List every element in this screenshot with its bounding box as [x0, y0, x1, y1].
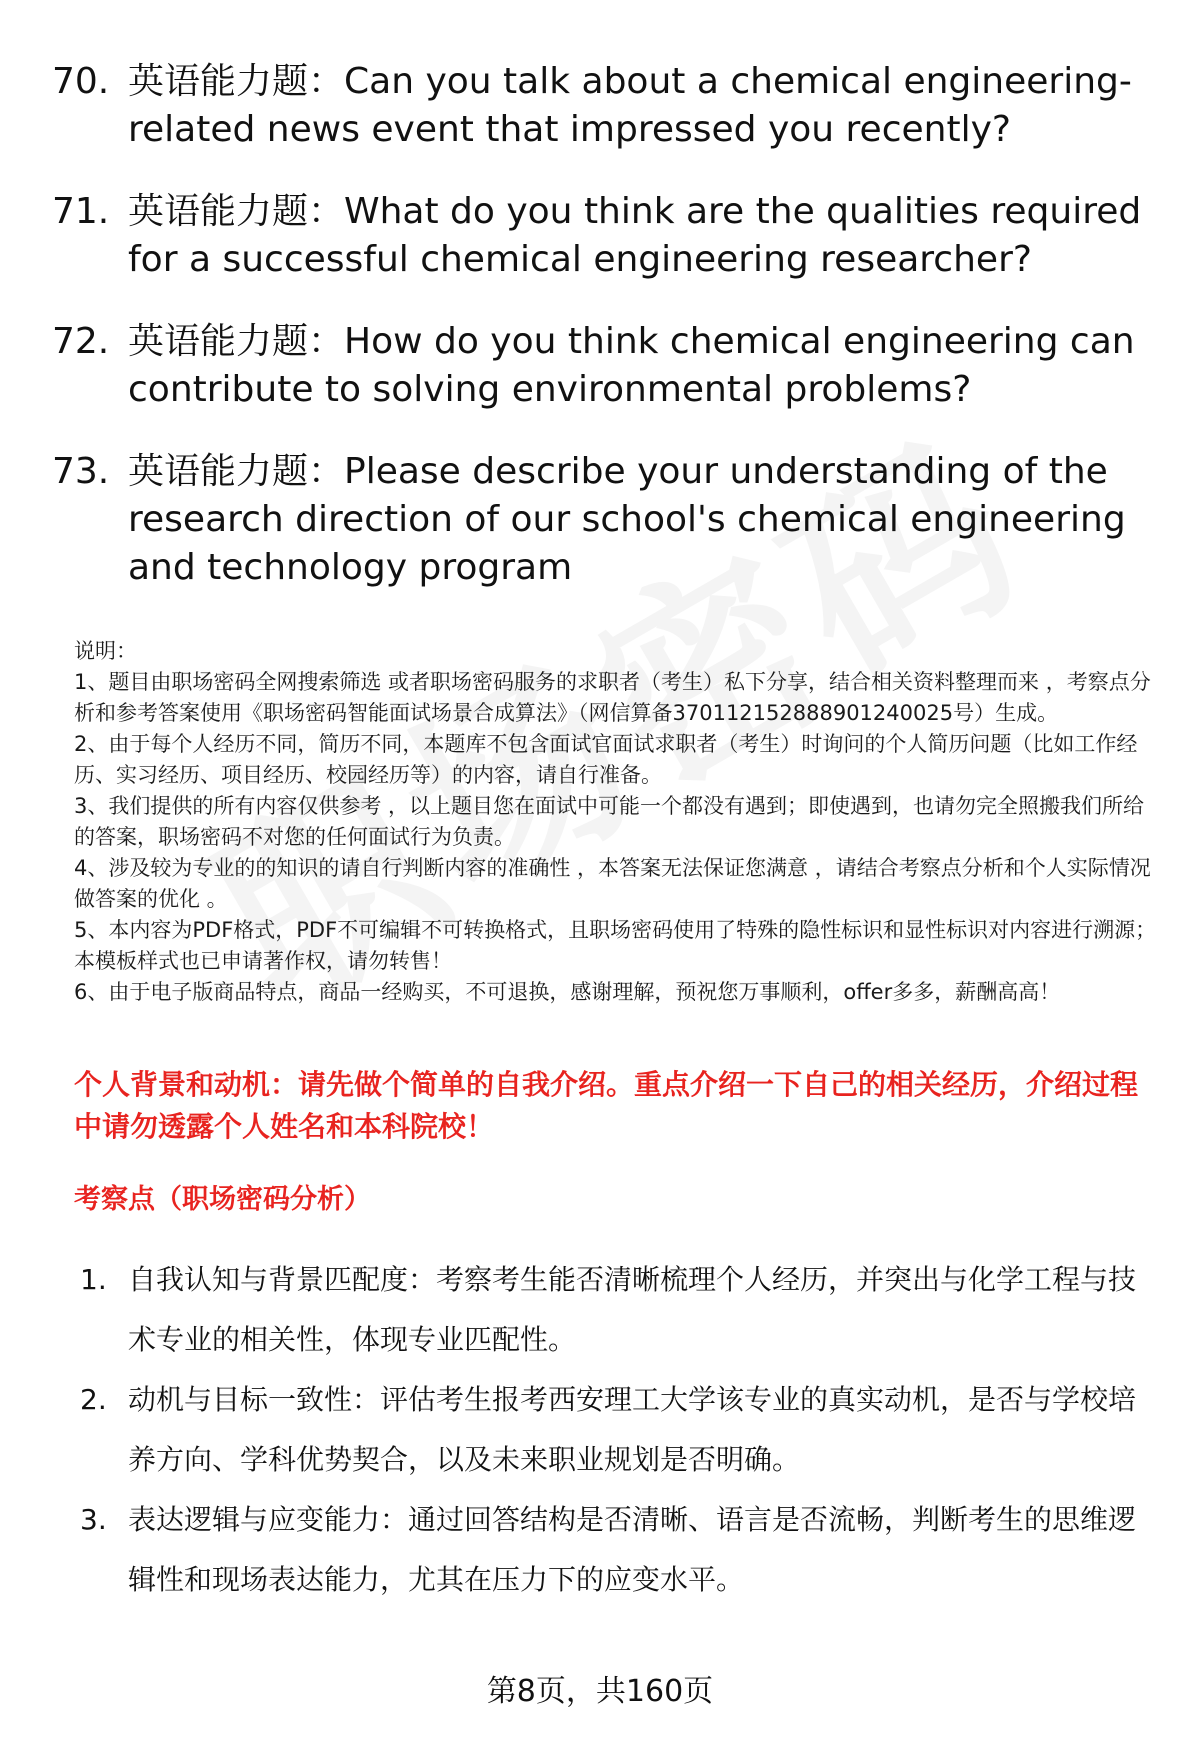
note-item: 5、本内容为PDF格式，PDF不可编辑不可转换格式，且职场密码使用了特殊的隐性标识和显性标识对内容进行溯源；本模板样式也已申请著作权，请勿转售！: [74, 918, 1157, 973]
assessment-points: [80, 1250, 1150, 1610]
question-number: 72.: [52, 321, 110, 362]
point-item: [80, 1370, 1150, 1490]
point-number: 2.: [80, 1383, 107, 1416]
question-number: 70.: [52, 61, 110, 102]
point-item: [80, 1490, 1150, 1610]
question-number: 73.: [52, 451, 110, 492]
question-item: [52, 58, 1172, 154]
point-number: 3.: [80, 1503, 107, 1536]
notes-title: 说明：: [74, 639, 137, 663]
question-heading: 个人背景和动机：请先做个简单的自我介绍。重点介绍一下自己的相关经历，介绍过程中请勿透露个人姓名和本科院校！: [74, 1068, 1139, 1143]
point-text: 动机与目标一致性：评估考生报考西安理工大学该专业的真实动机，是否与学校培养方向、学科优势契合，以及未来职业规划是否明确。: [128, 1383, 1137, 1476]
note-item: 4、涉及较为专业的的知识的请自行判断内容的准确性 ，本答案无法保证您满意 ，请结合考察点分析和个人实际情况做答案的优化 。: [74, 856, 1151, 911]
section-title: 考察点（职场密码分析）: [74, 1184, 371, 1215]
note-item: 6、由于电子版商品特点，商品一经购买，不可退换，感谢理解，预祝您万事顺利，offer多多，薪酬高高！: [74, 980, 1061, 1004]
question-text: 英语能力题：Please describe your understanding of the research direction of our school's chemical engineering and technology program: [128, 451, 1126, 588]
point-item: [80, 1250, 1150, 1370]
question-text: 英语能力题：What do you think are the qualities required for a successful chemical engineering researcher?: [128, 191, 1142, 280]
page-footer: 第8页，共160页: [486, 1674, 714, 1709]
note-item: 3、我们提供的所有内容仅供参考 ，以上题目您在面试中可能一个都没有遇到；即使遇到，也请勿完全照搬我们所给的答案，职场密码不对您的任何面试行为负责。: [74, 794, 1145, 849]
question-number: 71.: [52, 191, 110, 232]
question-text: 英语能力题：Can you talk about a chemical engineering-related news event that impressed you recently?: [128, 61, 1132, 150]
question-item: [52, 448, 1172, 592]
notes-section: [74, 636, 1159, 1008]
point-text: 自我认知与背景匹配度：考察考生能否清晰梳理个人经历，并突出与化学工程与技术专业的相关性，体现专业匹配性。: [128, 1263, 1137, 1356]
note-item: 2、由于每个人经历不同，简历不同，本题库不包含面试官面试求职者（考生）时询问的个人简历问题（比如工作经历、实习经历、项目经历、校园经历等）的内容，请自行准备。: [74, 732, 1138, 787]
question-text: 英语能力题：How do you think chemical engineering can contribute to solving environmental problems?: [128, 321, 1135, 410]
question-item: [52, 188, 1172, 284]
question-item: [52, 318, 1172, 414]
point-number: 1.: [80, 1263, 107, 1296]
question-list: [52, 58, 1172, 626]
point-text: 表达逻辑与应变能力：通过回答结构是否清晰、语言是否流畅，判断考生的思维逻辑性和现场表达能力，尤其在压力下的应变水平。: [128, 1503, 1137, 1596]
note-item: 1、题目由职场密码全网搜索筛选 或者职场密码服务的求职者（考生）私下分享，结合相关资料整理而来 ，考察点分析和参考答案使用《职场密码智能面试场景合成算法》（网信算备370112152888901240025号）生成。: [74, 670, 1151, 725]
